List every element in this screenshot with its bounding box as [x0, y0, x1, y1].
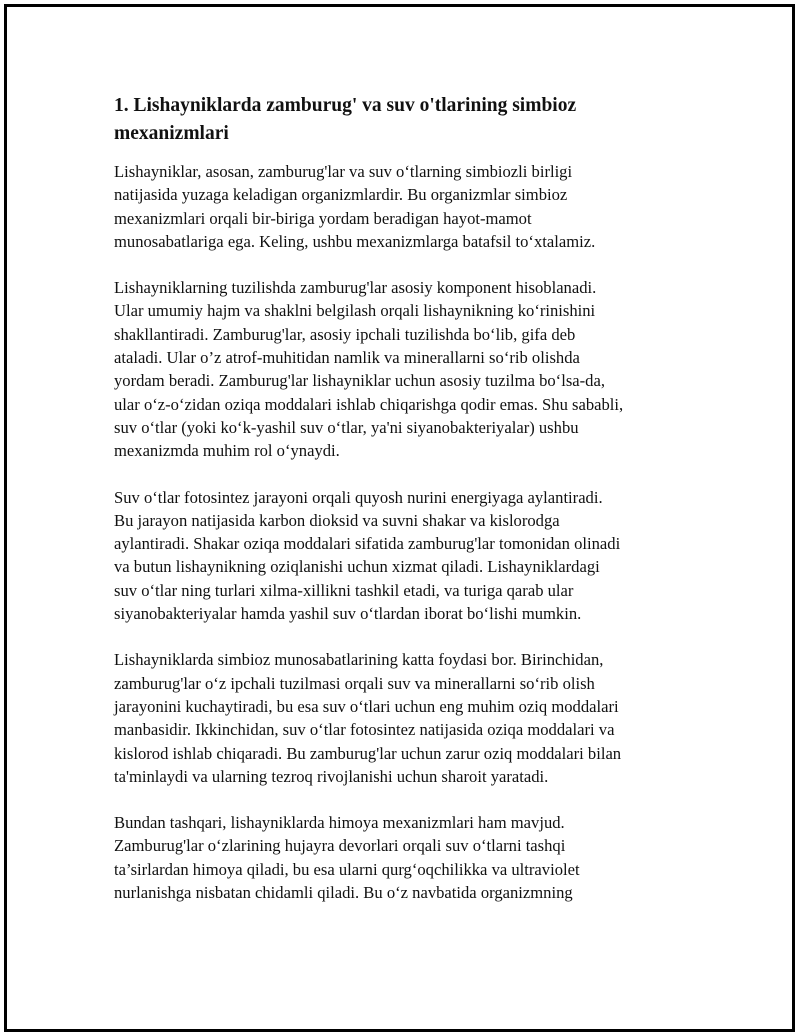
document-body	[114, 92, 704, 927]
section-title	[114, 92, 704, 148]
text-line: suv o‘tlar (yoki ko‘k-yashil suv o‘tlar, ya'ni siyanobakteriyalar) ushbu	[114, 417, 579, 437]
text-line: ta'minlaydi va ularning tezroq rivojlanishi uchun sharoit yaratadi.	[114, 766, 549, 786]
text-line: suv o‘tlar ning turlari xilma-xillikni tashkil etadi, va turiga qarab ular	[114, 580, 574, 600]
text-line: Lishayniklar, asosan, zamburug'lar va suv o‘tlarning simbiozli birligi	[114, 162, 573, 181]
text-line: ular o‘z-o‘zidan oziqa moddalari ishlab chiqarishga qodir emas. Shu sababli,	[114, 394, 624, 414]
text-line: manbasidir. Ikkinchidan, suv o‘tlar fotosintez natijasida oziqa moddalari va	[114, 720, 615, 740]
text-line: Bu jarayon natijasida karbon dioksid va suvni shakar va kislorodga	[114, 510, 560, 530]
text-line: mexanizmda muhim rol o‘ynaydi.	[114, 441, 340, 461]
text-line: Zamburug'lar o‘zlarining hujayra devorlari orqali suv o‘tlarni tashqi	[114, 836, 566, 856]
text-line: nurlanishga nisbatan chidamli qiladi. Bu o‘z navbatida organizmning	[114, 883, 573, 903]
text-line: Suv o‘tlar fotosintez jarayoni orqali quyosh nurini energiyaga aylantiradi.	[114, 487, 603, 507]
text-line: va butun lishaynikning oziqlanishi uchun xizmat qiladi. Lishayniklardagi	[114, 557, 600, 577]
text-line: shakllantiradi. Zamburug'lar, asosiy ipchali tuzilishda bo‘lib, gifa deb	[114, 324, 576, 344]
text-line: siyanobakteriyalar hamda yashil suv o‘tlardan iborat bo‘lishi mumkin.	[114, 604, 582, 624]
text-line: natijasida yuzaga keladigan organizmlardir. Bu organizmlar simbioz	[114, 185, 568, 205]
paragraph-3	[114, 486, 704, 626]
text-line: Bundan tashqari, lishayniklarda himoya mexanizmlari ham mavjud.	[114, 813, 565, 833]
title-line: 1. Lishayniklarda zamburug' va suv o'tlarining simbioz	[114, 95, 577, 116]
text-line: Lishayniklarda simbioz munosabatlarining katta foydasi bor. Birinchidan,	[114, 650, 604, 670]
text-line: munosabatlariga ega. Keling, ushbu mexanizmlarga batafsil to‘xtalamiz.	[114, 231, 596, 251]
paragraph-5	[114, 811, 704, 904]
text-line: Lishayniklarning tuzilishda zamburug'lar asosiy komponent hisoblanadi.	[114, 278, 597, 298]
title-line: mexanizmlari	[114, 123, 229, 144]
paragraph-4	[114, 648, 704, 788]
text-line: mexanizmlari orqali bir-biriga yordam beradigan hayot-mamot	[114, 208, 532, 228]
text-line: ta’sirlardan himoya qiladi, bu esa ularni qurg‘oqchilikka va ultraviolet	[114, 859, 580, 879]
text-line: jarayonini kuchaytiradi, bu esa suv o‘tlari uchun eng muhim oziq moddalari	[114, 696, 619, 716]
text-line: Ular umumiy hajm va shaklni belgilash orqali lishaynikning ko‘rinishini	[114, 301, 596, 321]
text-line: zamburug'lar o‘z ipchali tuzilmasi orqali suv va minerallarni so‘rib olish	[114, 673, 595, 693]
paragraph-2	[114, 276, 704, 462]
text-line: yordam beradi. Zamburug'lar lishayniklar uchun asosiy tuzilma bo‘lsa-da,	[114, 371, 605, 391]
text-line: aylantiradi. Shakar oziqa moddalari sifatida zamburug'lar tomonidan olinadi	[114, 534, 621, 554]
text-line: ataladi. Ular o’z atrof-muhitidan namlik va minerallarni so‘rib olishda	[114, 348, 580, 368]
paragraph-1	[114, 160, 704, 253]
text-line: kislorod ishlab chiqaradi. Bu zamburug'lar uchun zarur oziq moddalari bilan	[114, 743, 622, 763]
